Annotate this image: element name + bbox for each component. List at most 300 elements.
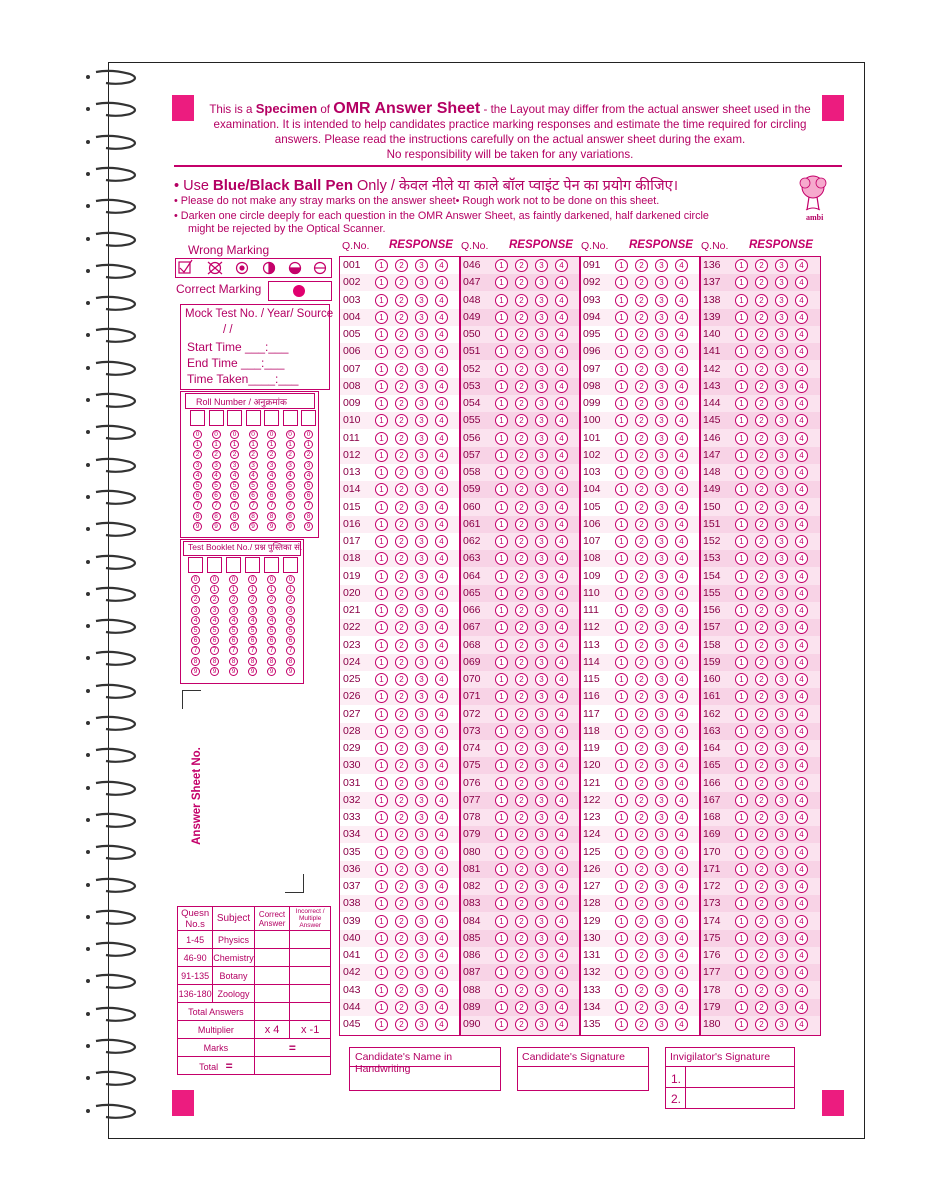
- answer-bubble[interactable]: 1: [735, 708, 748, 721]
- digit-bubble[interactable]: 3: [230, 461, 239, 470]
- answer-bubble[interactable]: 3: [415, 518, 428, 531]
- answer-bubble[interactable]: 3: [535, 932, 548, 945]
- digit-bubble[interactable]: 9: [191, 667, 200, 676]
- answer-bubble[interactable]: 2: [635, 777, 648, 790]
- answer-bubble[interactable]: 4: [675, 966, 688, 979]
- answer-bubble[interactable]: 3: [535, 794, 548, 807]
- answer-bubble[interactable]: 4: [555, 345, 568, 358]
- answer-bubble[interactable]: 2: [635, 535, 648, 548]
- answer-bubble[interactable]: 3: [775, 949, 788, 962]
- answer-bubble[interactable]: 1: [495, 518, 508, 531]
- answer-bubble[interactable]: 1: [615, 1018, 628, 1031]
- answer-bubble[interactable]: 2: [515, 863, 528, 876]
- answer-bubble[interactable]: 4: [555, 483, 568, 496]
- answer-bubble[interactable]: 3: [775, 621, 788, 634]
- answer-bubble[interactable]: 2: [635, 570, 648, 583]
- marks-entry[interactable]: [254, 985, 290, 1003]
- answer-bubble[interactable]: 4: [435, 380, 448, 393]
- answer-bubble[interactable]: 4: [435, 449, 448, 462]
- answer-bubble[interactable]: 3: [775, 966, 788, 979]
- answer-bubble[interactable]: 3: [415, 742, 428, 755]
- answer-bubble[interactable]: 1: [495, 966, 508, 979]
- answer-bubble[interactable]: 3: [535, 673, 548, 686]
- answer-bubble[interactable]: 1: [495, 984, 508, 997]
- answer-bubble[interactable]: 2: [635, 449, 648, 462]
- answer-bubble[interactable]: 2: [755, 259, 768, 272]
- answer-bubble[interactable]: 4: [795, 656, 808, 669]
- answer-bubble[interactable]: 4: [675, 846, 688, 859]
- answer-bubble[interactable]: 2: [515, 811, 528, 824]
- digit-bubble[interactable]: 7: [230, 501, 239, 510]
- marks-entry[interactable]: [290, 1003, 331, 1021]
- digit-bubble[interactable]: 1: [210, 585, 219, 594]
- answer-bubble[interactable]: 4: [555, 915, 568, 928]
- digit-bubble[interactable]: 8: [191, 657, 200, 666]
- answer-bubble[interactable]: 1: [495, 345, 508, 358]
- answer-bubble[interactable]: 1: [495, 690, 508, 703]
- answer-bubble[interactable]: 2: [755, 535, 768, 548]
- marks-entry[interactable]: [290, 985, 331, 1003]
- digit-bubble[interactable]: 4: [230, 471, 239, 480]
- answer-bubble[interactable]: 4: [435, 656, 448, 669]
- answer-bubble[interactable]: 4: [555, 363, 568, 376]
- answer-bubble[interactable]: 2: [635, 897, 648, 910]
- digit-bubble[interactable]: 7: [210, 646, 219, 655]
- digit-bubble[interactable]: 0: [304, 430, 313, 439]
- answer-bubble[interactable]: 2: [755, 725, 768, 738]
- answer-bubble[interactable]: 2: [515, 449, 528, 462]
- digit-bubble[interactable]: 7: [304, 501, 313, 510]
- answer-bubble[interactable]: 2: [395, 535, 408, 548]
- answer-bubble[interactable]: 1: [615, 535, 628, 548]
- answer-bubble[interactable]: 2: [755, 552, 768, 565]
- answer-bubble[interactable]: 1: [375, 328, 388, 341]
- answer-bubble[interactable]: 3: [535, 811, 548, 824]
- answer-bubble[interactable]: 4: [795, 363, 808, 376]
- answer-bubble[interactable]: 4: [555, 621, 568, 634]
- digit-entry-cell[interactable]: [264, 410, 279, 426]
- answer-bubble[interactable]: 1: [495, 673, 508, 686]
- digit-bubble[interactable]: 3: [267, 461, 276, 470]
- answer-bubble[interactable]: 4: [555, 656, 568, 669]
- answer-bubble[interactable]: 2: [395, 587, 408, 600]
- answer-bubble[interactable]: 3: [415, 259, 428, 272]
- answer-bubble[interactable]: 3: [535, 604, 548, 617]
- answer-bubble[interactable]: 4: [435, 1001, 448, 1014]
- digit-entry-cell[interactable]: [226, 557, 241, 573]
- digit-bubble[interactable]: 7: [267, 646, 276, 655]
- total-entry[interactable]: [254, 1057, 330, 1075]
- answer-bubble[interactable]: 3: [655, 259, 668, 272]
- answer-bubble[interactable]: 4: [555, 759, 568, 772]
- marks-entry[interactable]: [254, 931, 290, 949]
- answer-bubble[interactable]: 1: [615, 639, 628, 652]
- answer-bubble[interactable]: 2: [635, 742, 648, 755]
- digit-bubble[interactable]: 7: [249, 501, 258, 510]
- answer-bubble[interactable]: 2: [515, 363, 528, 376]
- answer-bubble[interactable]: 1: [735, 811, 748, 824]
- answer-bubble[interactable]: 1: [735, 673, 748, 686]
- answer-bubble[interactable]: 2: [635, 501, 648, 514]
- digit-bubble[interactable]: 7: [212, 501, 221, 510]
- answer-bubble[interactable]: 3: [415, 828, 428, 841]
- answer-bubble[interactable]: 2: [755, 363, 768, 376]
- answer-bubble[interactable]: 2: [515, 432, 528, 445]
- digit-bubble[interactable]: 0: [193, 430, 202, 439]
- answer-bubble[interactable]: 1: [615, 708, 628, 721]
- answer-bubble[interactable]: 1: [375, 984, 388, 997]
- answer-bubble[interactable]: 1: [735, 328, 748, 341]
- answer-bubble[interactable]: 1: [495, 846, 508, 859]
- answer-bubble[interactable]: 4: [435, 725, 448, 738]
- answer-bubble[interactable]: 3: [655, 690, 668, 703]
- digit-bubble[interactable]: 4: [229, 616, 238, 625]
- answer-bubble[interactable]: 2: [395, 294, 408, 307]
- answer-bubble[interactable]: 1: [375, 432, 388, 445]
- answer-bubble[interactable]: 2: [755, 966, 768, 979]
- answer-bubble[interactable]: 3: [655, 725, 668, 738]
- answer-bubble[interactable]: 1: [735, 294, 748, 307]
- answer-bubble[interactable]: 2: [755, 501, 768, 514]
- answer-bubble[interactable]: 1: [495, 828, 508, 841]
- digit-entry-cell[interactable]: [264, 557, 279, 573]
- answer-bubble[interactable]: 1: [735, 621, 748, 634]
- answer-bubble[interactable]: 4: [675, 414, 688, 427]
- answer-bubble[interactable]: 1: [495, 639, 508, 652]
- answer-bubble[interactable]: 2: [635, 932, 648, 945]
- answer-bubble[interactable]: 3: [415, 621, 428, 634]
- answer-bubble[interactable]: 3: [535, 621, 548, 634]
- answer-bubble[interactable]: 4: [675, 397, 688, 410]
- answer-bubble[interactable]: 2: [635, 966, 648, 979]
- answer-bubble[interactable]: 3: [415, 449, 428, 462]
- answer-bubble[interactable]: 3: [775, 483, 788, 496]
- answer-bubble[interactable]: 1: [735, 759, 748, 772]
- answer-bubble[interactable]: 3: [415, 777, 428, 790]
- answer-bubble[interactable]: 1: [615, 742, 628, 755]
- answer-bubble[interactable]: 4: [435, 777, 448, 790]
- answer-bubble[interactable]: 1: [495, 587, 508, 600]
- marks-entry[interactable]: [254, 949, 290, 967]
- answer-bubble[interactable]: 1: [375, 897, 388, 910]
- answer-bubble[interactable]: 4: [555, 811, 568, 824]
- answer-bubble[interactable]: 1: [495, 483, 508, 496]
- answer-bubble[interactable]: 2: [395, 880, 408, 893]
- answer-bubble[interactable]: 1: [375, 294, 388, 307]
- answer-bubble[interactable]: 1: [615, 294, 628, 307]
- digit-bubble[interactable]: 3: [191, 606, 200, 615]
- digit-bubble[interactable]: 4: [286, 616, 295, 625]
- answer-bubble[interactable]: 1: [375, 483, 388, 496]
- digit-bubble[interactable]: 7: [193, 501, 202, 510]
- answer-bubble[interactable]: 4: [555, 777, 568, 790]
- answer-bubble[interactable]: 2: [755, 1018, 768, 1031]
- answer-bubble[interactable]: 2: [395, 915, 408, 928]
- answer-bubble[interactable]: 1: [615, 363, 628, 376]
- answer-bubble[interactable]: 3: [775, 690, 788, 703]
- digit-entry-cell[interactable]: [207, 557, 222, 573]
- answer-bubble[interactable]: 4: [675, 708, 688, 721]
- answer-bubble[interactable]: 1: [375, 811, 388, 824]
- digit-bubble[interactable]: 0: [212, 430, 221, 439]
- answer-bubble[interactable]: 4: [795, 1018, 808, 1031]
- answer-bubble[interactable]: 1: [615, 759, 628, 772]
- answer-bubble[interactable]: 1: [615, 449, 628, 462]
- answer-bubble[interactable]: 3: [415, 587, 428, 600]
- answer-bubble[interactable]: 3: [775, 604, 788, 617]
- answer-bubble[interactable]: 3: [415, 604, 428, 617]
- answer-bubble[interactable]: 3: [775, 276, 788, 289]
- answer-bubble[interactable]: 2: [635, 311, 648, 324]
- answer-bubble[interactable]: 2: [635, 380, 648, 393]
- answer-bubble[interactable]: 1: [375, 932, 388, 945]
- answer-bubble[interactable]: 2: [635, 1018, 648, 1031]
- answer-bubble[interactable]: 3: [655, 897, 668, 910]
- answer-bubble[interactable]: 2: [515, 397, 528, 410]
- answer-bubble[interactable]: 1: [615, 846, 628, 859]
- answer-bubble[interactable]: 4: [435, 587, 448, 600]
- answer-bubble[interactable]: 3: [655, 742, 668, 755]
- digit-bubble[interactable]: 5: [230, 481, 239, 490]
- answer-bubble[interactable]: 3: [775, 449, 788, 462]
- answer-bubble[interactable]: 2: [635, 880, 648, 893]
- answer-bubble[interactable]: 4: [675, 501, 688, 514]
- answer-bubble[interactable]: 3: [535, 570, 548, 583]
- answer-bubble[interactable]: 1: [615, 863, 628, 876]
- answer-bubble[interactable]: 1: [495, 466, 508, 479]
- answer-bubble[interactable]: 2: [395, 984, 408, 997]
- digit-bubble[interactable]: 1: [230, 440, 239, 449]
- answer-bubble[interactable]: 3: [415, 673, 428, 686]
- digit-bubble[interactable]: 0: [229, 575, 238, 584]
- answer-bubble[interactable]: 3: [655, 1018, 668, 1031]
- answer-bubble[interactable]: 2: [635, 656, 648, 669]
- answer-bubble[interactable]: 3: [775, 880, 788, 893]
- answer-bubble[interactable]: 3: [655, 466, 668, 479]
- digit-bubble[interactable]: 4: [191, 616, 200, 625]
- answer-bubble[interactable]: 3: [775, 794, 788, 807]
- answer-bubble[interactable]: 3: [655, 501, 668, 514]
- answer-bubble[interactable]: 3: [655, 363, 668, 376]
- answer-bubble[interactable]: 1: [495, 1018, 508, 1031]
- digit-bubble[interactable]: 0: [248, 575, 257, 584]
- answer-bubble[interactable]: 2: [755, 397, 768, 410]
- answer-bubble[interactable]: 1: [735, 690, 748, 703]
- answer-bubble[interactable]: 1: [375, 742, 388, 755]
- answer-bubble[interactable]: 2: [515, 725, 528, 738]
- answer-bubble[interactable]: 2: [515, 483, 528, 496]
- answer-bubble[interactable]: 3: [415, 294, 428, 307]
- digit-bubble[interactable]: 5: [249, 481, 258, 490]
- answer-bubble[interactable]: 1: [375, 552, 388, 565]
- answer-bubble[interactable]: 4: [555, 604, 568, 617]
- answer-bubble[interactable]: 2: [515, 708, 528, 721]
- digit-bubble[interactable]: 9: [210, 667, 219, 676]
- answer-bubble[interactable]: 3: [415, 345, 428, 358]
- answer-bubble[interactable]: 3: [415, 552, 428, 565]
- answer-bubble[interactable]: 2: [635, 328, 648, 341]
- answer-bubble[interactable]: 4: [555, 518, 568, 531]
- answer-bubble[interactable]: 4: [435, 328, 448, 341]
- answer-bubble[interactable]: 4: [555, 449, 568, 462]
- answer-bubble[interactable]: 3: [775, 587, 788, 600]
- digit-bubble[interactable]: 8: [230, 512, 239, 521]
- digit-bubble[interactable]: 1: [267, 585, 276, 594]
- answer-bubble[interactable]: 2: [755, 639, 768, 652]
- answer-bubble[interactable]: 4: [435, 345, 448, 358]
- answer-bubble[interactable]: 2: [515, 794, 528, 807]
- answer-bubble[interactable]: 3: [535, 276, 548, 289]
- answer-bubble[interactable]: 4: [555, 725, 568, 738]
- digit-bubble[interactable]: 6: [230, 491, 239, 500]
- digit-bubble[interactable]: 8: [248, 657, 257, 666]
- answer-bubble[interactable]: 2: [635, 949, 648, 962]
- answer-bubble[interactable]: 3: [415, 639, 428, 652]
- answer-bubble[interactable]: 1: [375, 880, 388, 893]
- answer-bubble[interactable]: 4: [555, 690, 568, 703]
- answer-bubble[interactable]: 4: [435, 570, 448, 583]
- answer-bubble[interactable]: 3: [775, 501, 788, 514]
- answer-bubble[interactable]: 2: [635, 363, 648, 376]
- answer-bubble[interactable]: 2: [755, 466, 768, 479]
- answer-bubble[interactable]: 2: [395, 794, 408, 807]
- answer-bubble[interactable]: 3: [655, 621, 668, 634]
- answer-bubble[interactable]: 2: [395, 1001, 408, 1014]
- answer-bubble[interactable]: 4: [795, 639, 808, 652]
- digit-bubble[interactable]: 9: [286, 667, 295, 676]
- answer-bubble[interactable]: 3: [415, 276, 428, 289]
- digit-bubble[interactable]: 9: [229, 667, 238, 676]
- answer-bubble[interactable]: 3: [415, 656, 428, 669]
- answer-bubble[interactable]: 2: [395, 570, 408, 583]
- answer-bubble[interactable]: 3: [775, 897, 788, 910]
- answer-bubble[interactable]: 4: [675, 587, 688, 600]
- answer-bubble[interactable]: 1: [495, 414, 508, 427]
- digit-entry-cell[interactable]: [283, 410, 298, 426]
- answer-bubble[interactable]: 1: [735, 897, 748, 910]
- answer-bubble[interactable]: 4: [555, 587, 568, 600]
- answer-bubble[interactable]: 4: [795, 777, 808, 790]
- answer-bubble[interactable]: 2: [755, 949, 768, 962]
- mock-date-field[interactable]: / /: [223, 324, 233, 336]
- digit-bubble[interactable]: 2: [229, 595, 238, 604]
- answer-bubble[interactable]: 4: [435, 759, 448, 772]
- digit-bubble[interactable]: 2: [210, 595, 219, 604]
- digit-bubble[interactable]: 1: [229, 585, 238, 594]
- answer-bubble[interactable]: 2: [755, 294, 768, 307]
- answer-bubble[interactable]: 4: [435, 742, 448, 755]
- digit-bubble[interactable]: 5: [193, 481, 202, 490]
- answer-bubble[interactable]: 3: [535, 535, 548, 548]
- answer-bubble[interactable]: 1: [735, 587, 748, 600]
- answer-bubble[interactable]: 1: [735, 380, 748, 393]
- digit-bubble[interactable]: 5: [267, 626, 276, 635]
- answer-bubble[interactable]: 1: [495, 656, 508, 669]
- digit-bubble[interactable]: 8: [212, 512, 221, 521]
- answer-bubble[interactable]: 2: [395, 397, 408, 410]
- answer-bubble[interactable]: 4: [555, 1018, 568, 1031]
- answer-bubble[interactable]: 1: [735, 483, 748, 496]
- digit-bubble[interactable]: 5: [191, 626, 200, 635]
- answer-bubble[interactable]: 4: [435, 363, 448, 376]
- answer-bubble[interactable]: 1: [615, 811, 628, 824]
- answer-bubble[interactable]: 2: [755, 518, 768, 531]
- answer-bubble[interactable]: 1: [375, 449, 388, 462]
- answer-bubble[interactable]: 1: [495, 432, 508, 445]
- answer-bubble[interactable]: 4: [675, 742, 688, 755]
- answer-bubble[interactable]: 4: [675, 915, 688, 928]
- answer-bubble[interactable]: 4: [555, 794, 568, 807]
- answer-bubble[interactable]: 1: [495, 742, 508, 755]
- answer-bubble[interactable]: 3: [655, 794, 668, 807]
- answer-bubble[interactable]: 4: [795, 259, 808, 272]
- candidate-name-box[interactable]: [349, 1047, 501, 1091]
- answer-bubble[interactable]: 2: [395, 708, 408, 721]
- answer-bubble[interactable]: 4: [675, 621, 688, 634]
- answer-bubble[interactable]: 2: [395, 501, 408, 514]
- answer-bubble[interactable]: 2: [515, 1001, 528, 1014]
- answer-bubble[interactable]: 1: [735, 449, 748, 462]
- answer-bubble[interactable]: 3: [415, 535, 428, 548]
- answer-bubble[interactable]: 3: [415, 363, 428, 376]
- answer-bubble[interactable]: 2: [395, 449, 408, 462]
- answer-bubble[interactable]: 1: [735, 535, 748, 548]
- answer-bubble[interactable]: 2: [515, 276, 528, 289]
- answer-bubble[interactable]: 2: [635, 345, 648, 358]
- answer-bubble[interactable]: 2: [395, 328, 408, 341]
- answer-bubble[interactable]: 1: [735, 518, 748, 531]
- answer-bubble[interactable]: 4: [795, 759, 808, 772]
- answer-bubble[interactable]: 4: [675, 863, 688, 876]
- answer-bubble[interactable]: 1: [735, 828, 748, 841]
- answer-bubble[interactable]: 4: [795, 294, 808, 307]
- answer-bubble[interactable]: 3: [775, 552, 788, 565]
- answer-bubble[interactable]: 4: [555, 1001, 568, 1014]
- answer-bubble[interactable]: 4: [555, 259, 568, 272]
- answer-bubble[interactable]: 1: [495, 604, 508, 617]
- answer-bubble[interactable]: 2: [755, 759, 768, 772]
- answer-bubble[interactable]: 1: [495, 725, 508, 738]
- answer-bubble[interactable]: 3: [415, 501, 428, 514]
- answer-bubble[interactable]: 2: [515, 846, 528, 859]
- digit-bubble[interactable]: 4: [267, 471, 276, 480]
- answer-bubble[interactable]: 4: [435, 880, 448, 893]
- answer-bubble[interactable]: 1: [735, 932, 748, 945]
- digit-bubble[interactable]: 6: [212, 491, 221, 500]
- answer-bubble[interactable]: 2: [515, 966, 528, 979]
- answer-bubble[interactable]: 1: [615, 311, 628, 324]
- answer-bubble[interactable]: 2: [395, 656, 408, 669]
- answer-bubble[interactable]: 1: [375, 759, 388, 772]
- answer-bubble[interactable]: 4: [795, 621, 808, 634]
- answer-bubble[interactable]: 2: [515, 570, 528, 583]
- digit-bubble[interactable]: 2: [193, 450, 202, 459]
- answer-bubble[interactable]: 2: [395, 552, 408, 565]
- answer-bubble[interactable]: 2: [635, 811, 648, 824]
- answer-bubble[interactable]: 4: [795, 897, 808, 910]
- digit-bubble[interactable]: 9: [248, 667, 257, 676]
- answer-bubble[interactable]: 3: [415, 570, 428, 583]
- answer-bubble[interactable]: 1: [495, 570, 508, 583]
- answer-bubble[interactable]: 1: [615, 897, 628, 910]
- answer-bubble[interactable]: 1: [495, 259, 508, 272]
- answer-bubble[interactable]: 2: [395, 846, 408, 859]
- digit-bubble[interactable]: 0: [249, 430, 258, 439]
- answer-bubble[interactable]: 3: [415, 708, 428, 721]
- answer-bubble[interactable]: 4: [555, 466, 568, 479]
- answer-bubble[interactable]: 3: [775, 915, 788, 928]
- answer-bubble[interactable]: 4: [795, 863, 808, 876]
